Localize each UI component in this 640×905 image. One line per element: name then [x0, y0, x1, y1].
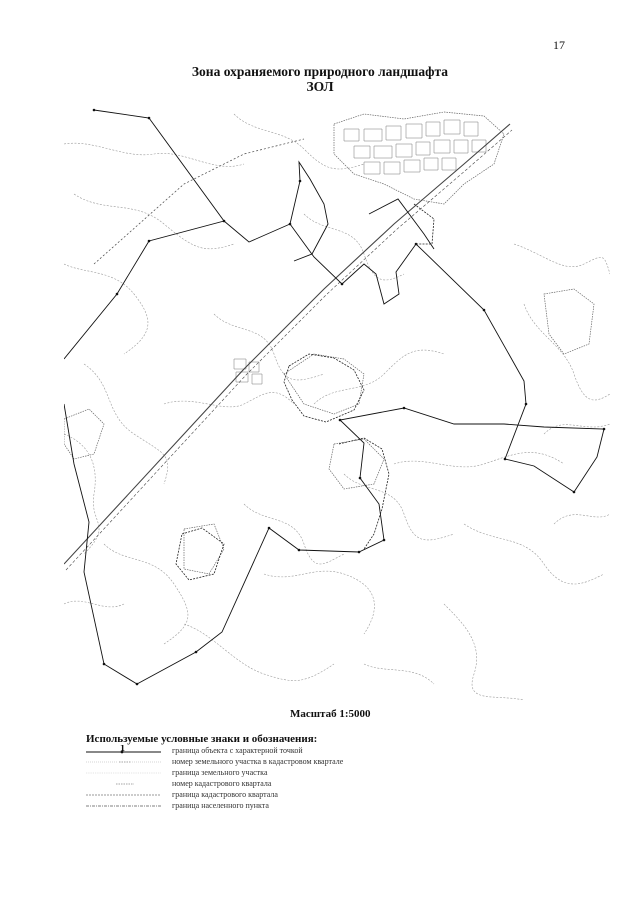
urban-area	[234, 120, 486, 384]
railway-line	[64, 124, 512, 570]
legend-item	[86, 789, 506, 800]
cadastral-quarter-number-symbol	[86, 778, 166, 789]
title-line-2: ЗОЛ	[306, 79, 334, 94]
map-background-contours	[64, 114, 610, 700]
settlement-boundary-symbol	[86, 800, 166, 811]
legend-label: номер земельного участка в кадастровом квартале	[172, 757, 344, 766]
land-parcel-boundary-symbol	[86, 767, 166, 778]
map-scale: Масштаб 1:5000	[290, 708, 371, 720]
zone-map	[64, 104, 610, 700]
settlement-boundaries	[64, 112, 594, 574]
map-legend	[86, 745, 506, 811]
inner-zone-boundaries	[176, 204, 434, 580]
legend-label: номер кадастрового квартала	[172, 779, 272, 788]
boundary-points	[93, 109, 606, 686]
legend-label: граница земельного участка	[172, 768, 268, 777]
legend-label: граница кадастрового квартала	[172, 790, 278, 799]
page-number: 17	[553, 38, 565, 52]
legend-item	[86, 800, 506, 811]
legend-item	[86, 745, 506, 756]
cadastral-quarter-boundary-symbol	[86, 789, 166, 800]
parcel-number-symbol	[86, 756, 166, 767]
point-number: 1	[120, 745, 125, 754]
zone-boundary	[64, 110, 604, 684]
legend-item	[86, 767, 506, 778]
legend-label: граница объекта с характерной точкой	[172, 746, 303, 755]
title-line-1: Зона охраняемого природного ландшафта	[191, 64, 449, 79]
page-title	[0, 64, 640, 94]
legend-label: граница населенного пункта	[172, 801, 269, 810]
legend-item	[86, 756, 506, 767]
legend-heading: Используемые условные знаки и обозначения:	[86, 733, 318, 745]
object-boundary-symbol	[86, 745, 166, 756]
legend-item	[86, 778, 506, 789]
